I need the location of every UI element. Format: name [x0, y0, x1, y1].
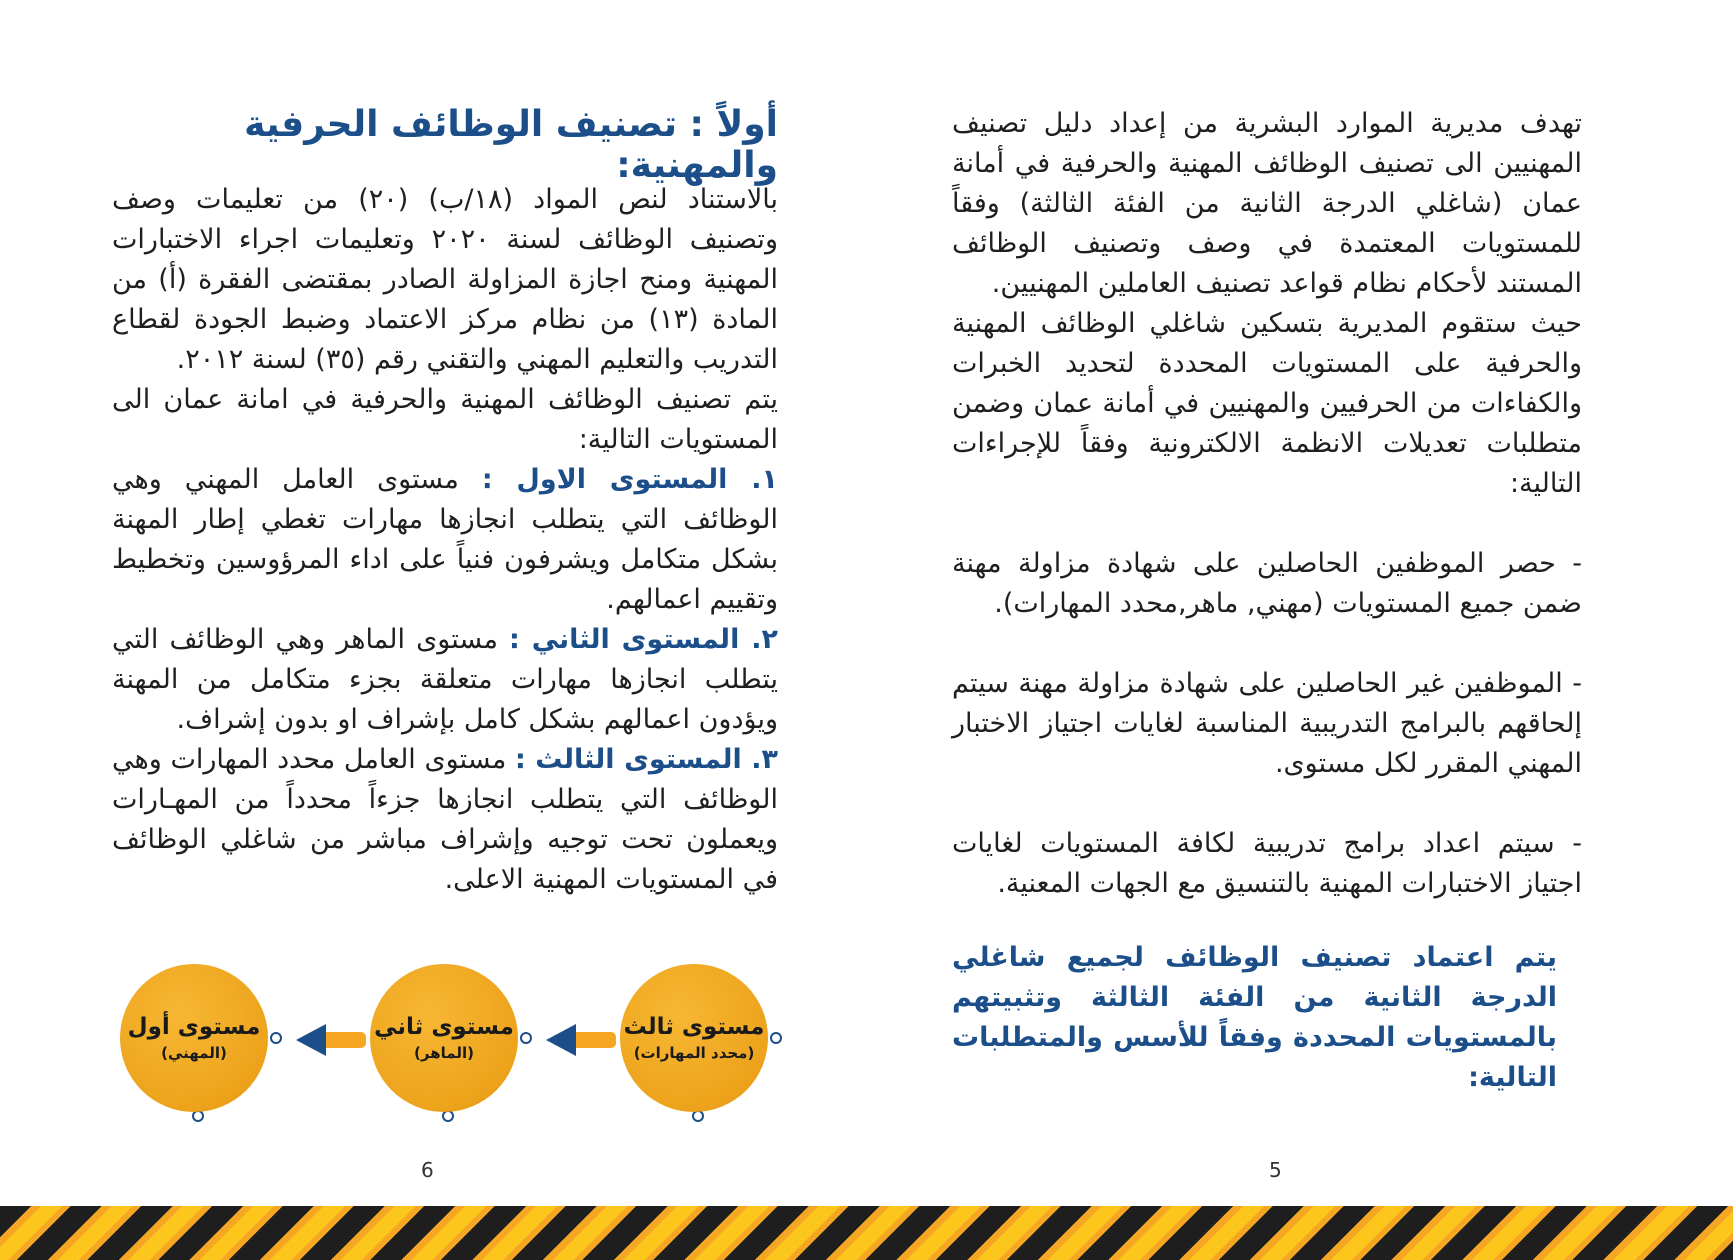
level-circle-subtitle: (الماهر) — [414, 1044, 474, 1062]
level-description: مستوى العامل المهني وهي الوظائف التي يتطلب انجازها مهارات تغطي إطار المهنة بشكل متكامل ويشرفون فنياً على اداء المرؤوسين وتخطيط وتقييم اعمالهم. — [112, 464, 778, 615]
arrow-left-icon — [540, 1020, 620, 1060]
section-title: أولاً : تصنيف الوظائف الحرفية والمهنية: — [244, 104, 778, 186]
level-1-circle — [120, 964, 268, 1112]
bullet-item: - حصر الموظفين الحاصلين على شهادة مزاولة مهنة ضمن جميع المستويات (مهني, ماهر,محدد المهارات). — [952, 548, 1582, 619]
level-circle-title: مستوى ثاني — [374, 1014, 514, 1040]
level-label: ٣. المستوى الثالث : — [514, 744, 778, 775]
page-number: 6 — [421, 1158, 434, 1182]
level-circle-subtitle: (المهني) — [161, 1044, 227, 1062]
level-2-circle — [370, 964, 518, 1112]
level-circle-title: مستوى ثالث — [623, 1014, 765, 1040]
level-description: مستوى العامل محدد المهارات وهي الوظائف التي يتطلب انجازها جزءاً محدداً من المهـارات ويعملون تحت توجيه وإشراف مباشر من شاغلي الوظائف في المستويات المهنية الاعلى. — [112, 744, 778, 895]
level-circle-title: مستوى أول — [127, 1014, 261, 1040]
page-number: 5 — [1269, 1158, 1282, 1182]
bullet-item: - الموظفين غير الحاصلين على شهادة مزاولة مهنة سيتم إلحاقهم بالبرامج التدريبية المناسبة لغايات اجتياز الاختبار المهني المقرر لكل مستوى. — [952, 668, 1582, 779]
page-6 — [100, 0, 790, 1200]
level-description: مستوى الماهر وهي الوظائف التي يتطلب انجازها مهارات متعلقة بجزء متكامل من المهنة ويؤدون اعمالهم بشكل كامل بإشراف او بدون إشراف. — [112, 624, 778, 735]
right-page-body — [952, 104, 1582, 904]
level-3-circle — [620, 964, 768, 1112]
page-5 — [940, 0, 1660, 1200]
level-item — [112, 740, 778, 900]
left-page-body — [112, 180, 778, 900]
intro-paragraph: تهدف مديرية الموارد البشرية من إعداد دليل تصنيف المهنيين الى تصنيف الوظائف المهنية والحرفية في أمانة عمان (شاغلي الدرجة الثانية من الفئة الثالثة) وفقاً للمستويات المعتمدة في وصف وتصنيف الوظائف المستند لأحكام نظام قواعد تصنيف العاملين المهنيين. — [952, 108, 1582, 299]
level-item — [112, 620, 778, 740]
procedure-paragraph: حيث ستقوم المديرية بتسكين شاغلي الوظائف المهنية والحرفية على المستويات المحددة لتحديد الخبرات والكفاءات من الحرفيين والمهنيين في أمانة عمان وضمن متطلبات تعديلات الانظمة الالكترونية وفقاً للإجراءات التالية: — [952, 308, 1582, 499]
level-circle-subtitle: (محدد المهارات) — [633, 1044, 755, 1062]
levels-intro-paragraph: يتم تصنيف الوظائف المهنية والحرفية في امانة عمان الى المستويات التالية: — [112, 384, 778, 455]
hazard-stripe-footer — [0, 1206, 1733, 1260]
level-label: ١. المستوى الاول : — [481, 464, 778, 495]
highlight-statement: يتم اعتماد تصنيف الوظائف لجميع شاغلي الدرجة الثانية من الفئة الثالثة وتثبيتهم بالمستويات المحددة وفقاً للأسس والمتطلبات التالية: — [952, 942, 1557, 1093]
arrow-left-icon — [290, 1020, 370, 1060]
level-label: ٢. المستوى الثاني : — [509, 624, 778, 655]
levels-diagram — [110, 950, 800, 1130]
legal-basis-paragraph: بالاستناد لنص المواد (١٨/ب) (٢٠) من تعليمات وصف وتصنيف الوظائف لسنة ٢٠٢٠ وتعليمات اجراء الاختبارات المهنية ومنح اجازة المزاولة الصادر بمقتضى الفقرة (أ) من المادة (١٣) من نظام مركز الاعتماد وضبط الجودة لقطاع التدريب والتعليم المهني والتقني رقم (٣٥) لسنة ٢٠١٢. — [112, 184, 778, 375]
bullet-item: - سيتم اعداد برامج تدريبية لكافة المستويات لغايات اجتياز الاختبارات المهنية بالتنسيق مع الجهات المعنية. — [952, 828, 1582, 899]
level-item — [112, 460, 778, 620]
